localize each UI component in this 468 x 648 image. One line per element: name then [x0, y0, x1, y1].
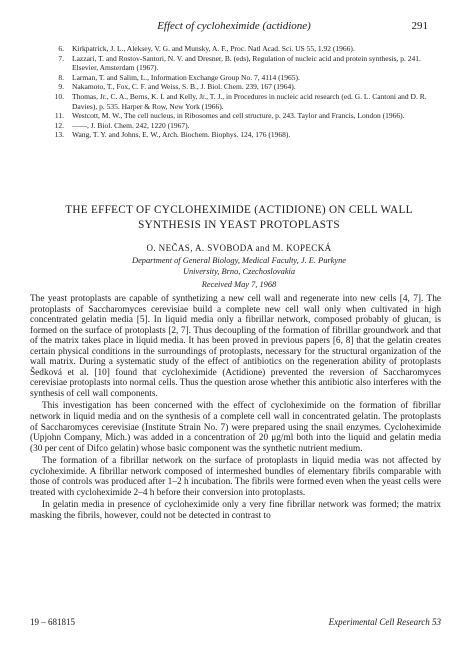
- running-header: [0, 20, 468, 36]
- reference-text: Kirkpatrick, J. L., Aleksey, V. G. and Munsky, A. F., Proc. Natl Acad. Sci. US 55, 1.92 (1966).: [72, 44, 355, 53]
- footer-code: 19 – 681815: [30, 617, 75, 627]
- article-title: [40, 203, 438, 233]
- reference-item: [50, 73, 428, 83]
- reference-number: 8.: [58, 72, 64, 82]
- body-paragraph: In gelatin media in presence of cycloheximide only a very fine fibrillar network was formed; the matrix masking the fibrils, however, could not be detected in contrast to: [30, 500, 441, 521]
- reference-item: [50, 121, 428, 131]
- reference-list: [50, 44, 428, 140]
- reference-number: 11.: [54, 111, 64, 121]
- running-title: Effect of cycloheximide (actidione): [157, 20, 311, 32]
- reference-text: Larman, T. and Salim, L., Information Exchange Group No. 7, 4114 (1965).: [72, 72, 300, 82]
- reference-text: Nakamoto, T., Fox, C. F. and Weiss, S. B., J. Biol. Chem. 239, 167 (1964).: [72, 82, 296, 92]
- reference-item: [50, 92, 428, 111]
- affiliation-line: University, Brno, Czechoslovakia: [182, 266, 296, 276]
- reference-text: Thomas, Jr., C. A., Berns, K. I. and Kelly, Jr., T. J., in Procedures in nucleic acid research (ed. G. L. Cantoni and D. R. Davies), p. 535. Harper & Row, New York (1966).: [72, 91, 427, 111]
- article-title-line: THE EFFECT OF CYCLOHEXIMIDE (ACTIDIONE) ON CELL WALL: [65, 204, 413, 216]
- body-paragraph: The yeast protoplasts are capable of synthetizing a new cell wall and regenerate into new cells [4, 7]. The protoplasts of Saccharomyces cerevisiae build a complete new cell wall only when cultivated in high concentrated gelatin media [5]. In liquid media only a fibrillar network, composed probably of glucan, is formed on the surface of protoplasts [2, 7]. Thus decoupling of the formation of fibrillar groundwork and that of the matrix takes place in liquid media. It has been proved in previous papers [6, 8] that the gelatin creates certain physical conditions in the surroundings of protoplasts, necessary for the structural organization of the wall matrix. During a systematic study of the effect of antibiotics on the regeneration ability of protoplasts Šedková et al. [10] found that cycloheximide (Actidione) prevented the reversion of Saccharomyces cerevisiae protoplasts into normal cells. Thus the question arose whether this antibiotic also interferes with the synthesis of cell wall components.: [30, 294, 441, 399]
- article-body: [30, 294, 441, 523]
- reference-number: 10.: [54, 91, 64, 101]
- page-number: 291: [411, 20, 428, 32]
- reference-number: 9.: [58, 82, 64, 92]
- reference-text: Westcott, M. W., The cell nucleus, in Ribosomes and cell structure, p. 243. Taylor and Francis, London (1966).: [72, 111, 405, 121]
- reference-item: [50, 82, 428, 92]
- reference-number: 13.: [54, 130, 64, 140]
- reference-text: Wang, T. Y. and Johns, E. W., Arch. Biochem. Biophys. 124, 176 (1968).: [72, 130, 291, 140]
- author-affiliation: [40, 256, 438, 277]
- reference-text: Lazzari, T. and Rostov-Santori, N. V. and Dresner, B. (eds), Regulation of nucleic acid and protein synthesis, p. 241. Elsevier, Amsterdam (1967).: [72, 53, 421, 73]
- reference-item: [50, 54, 428, 73]
- reference-number: 7.: [58, 53, 64, 63]
- reference-number: 6.: [58, 44, 64, 53]
- reference-text: ——, J. Biol. Chem. 242, 1220 (1967).: [72, 120, 190, 130]
- reference-item: [50, 130, 428, 140]
- article-title-line: SYNTHESIS IN YEAST PROTOPLASTS: [138, 219, 340, 231]
- page-footer: [30, 617, 441, 631]
- body-paragraph: The formation of a fibrillar network on the surface of protoplasts in liquid media was not affected by cycloheximide. A fibrillar network composed of intermeshed bundles of elementary fibrils comparable with those of controls was produced after 1–2 h incubation. The fibrils were formed even when the yeast cells were treated with cycloheximide 2–4 h before their conversion into protoplasts.: [30, 456, 441, 498]
- article-authors: O. NEČAS, A. SVOBODA and M. KOPECKÁ: [146, 243, 332, 253]
- journal-name: Experimental Cell Research 53: [328, 617, 441, 627]
- reference-number: 12.: [54, 120, 64, 130]
- reference-item: [50, 44, 428, 54]
- received-date: Received May 7, 1968: [201, 280, 277, 289]
- affiliation-line: Department of General Biology, Medical Faculty, J. E. Purkyne: [132, 256, 346, 265]
- reference-item: [50, 111, 428, 121]
- body-paragraph: This investigation has been concerned with the effect of cycloheximide on the formation of fibrillar network in liquid media and on the synthesis of a complete cell wall in concentrated gelatin. The protoplasts of Saccharomyces cerevisiae (Institute Strain No. 7) were prepared using the snail enzymes. Cycloheximide (Upjohn Company, Mich.) was added in a concentration of 20 μg/ml both into the liquid and gelatin media (30 per cent of Difco gelatin) whose basic component was the synthetic nutrient medium.: [30, 401, 441, 454]
